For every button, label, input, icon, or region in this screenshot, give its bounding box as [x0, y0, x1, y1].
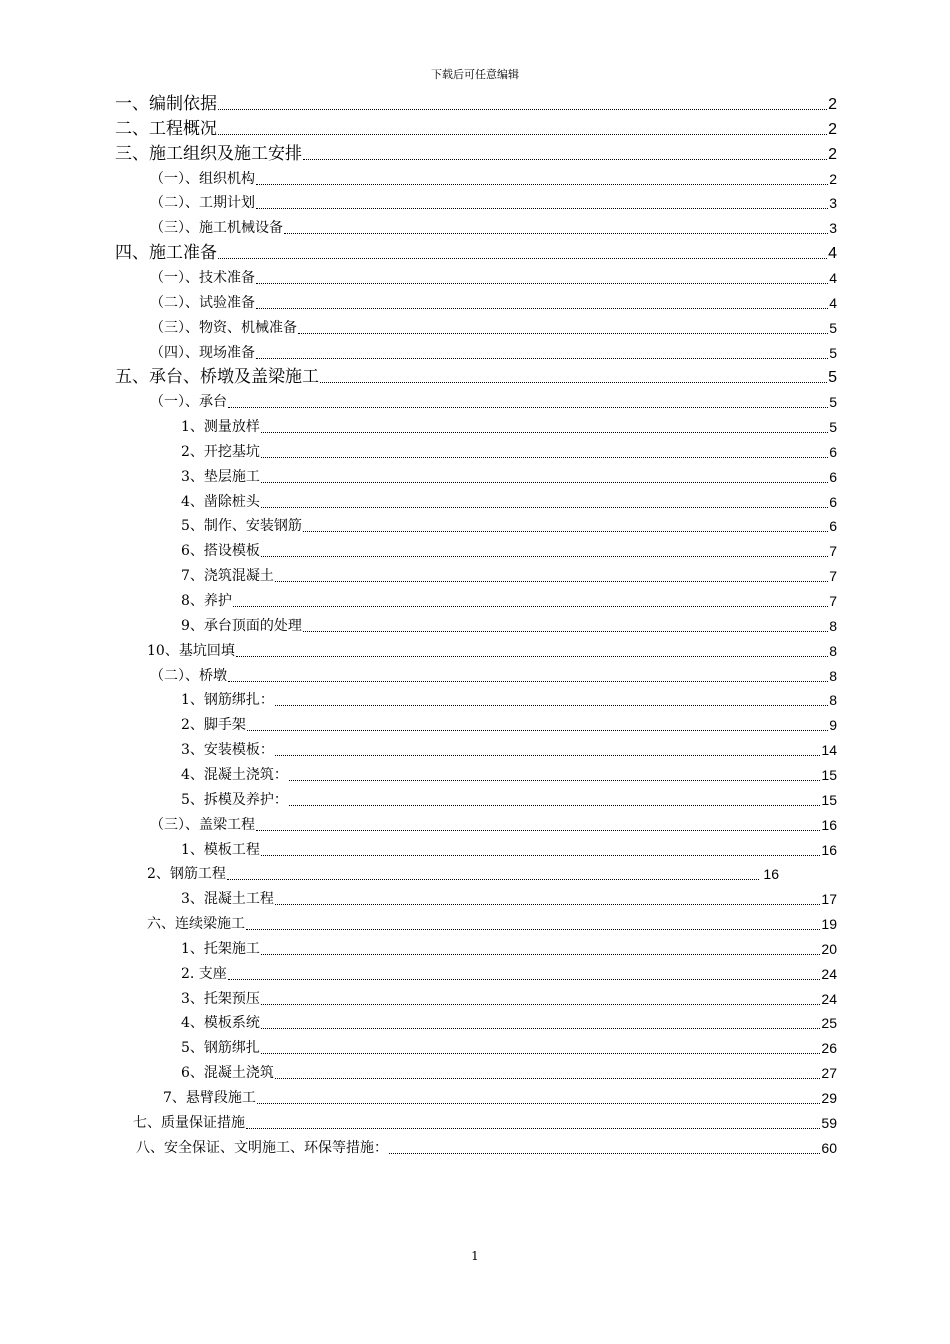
toc-entry-page: 6 [829, 468, 837, 485]
dot-leader [261, 1027, 821, 1029]
toc-entry-title: （三）、盖梁工程 [150, 816, 255, 833]
dot-leader [261, 456, 828, 458]
toc-entry[interactable] [181, 415, 837, 440]
toc-entry-title: 10、基坑回填 [147, 642, 235, 659]
toc-entry[interactable] [150, 266, 837, 291]
toc-entry-page: 27 [821, 1065, 837, 1082]
dot-leader [228, 680, 828, 682]
dot-leader [236, 655, 828, 657]
toc-entry-page: 17 [821, 891, 837, 908]
toc-entry[interactable] [181, 838, 837, 863]
toc-entry[interactable] [181, 937, 837, 962]
toc-entry-title: 5、钢筋绑扎 [181, 1040, 260, 1057]
toc-entry-title: 2、开挖基坑 [181, 443, 260, 460]
toc-entry-title: 2、脚手架 [181, 717, 246, 734]
toc-entry-title: （一）、组织机构 [150, 170, 255, 187]
toc-entry-title: 6、混凝土浇筑 [181, 1065, 274, 1082]
dot-leader [228, 978, 821, 980]
toc-entry[interactable] [115, 365, 837, 390]
toc-entry-page: 29 [821, 1090, 837, 1106]
toc-entry-title: （一）、技术准备 [150, 269, 255, 286]
toc-entry-page: 3 [829, 220, 837, 237]
toc-entry-page: 16 [821, 816, 837, 833]
toc-entry[interactable] [147, 862, 779, 887]
toc-entry-title: （四）、现场准备 [150, 344, 255, 361]
dot-leader [257, 1102, 821, 1104]
toc-entry[interactable] [115, 117, 837, 142]
dot-leader [303, 530, 828, 532]
toc-entry-title: 3、垫层施工 [181, 468, 260, 485]
toc-entry[interactable] [181, 440, 837, 465]
toc-entry-page: 8 [829, 617, 837, 634]
toc-entry-title: 八、安全保证、文明施工、环保等措施： [136, 1139, 388, 1156]
dot-leader [256, 307, 828, 309]
toc-entry[interactable] [181, 564, 837, 589]
toc-entry-title: （二）、工期计划 [150, 195, 255, 212]
dot-leader [289, 804, 821, 806]
toc-entry-page: 20 [821, 940, 837, 957]
toc-entry-title: 7、浇筑混凝土 [181, 568, 274, 585]
toc-entry-title: 4、凿除桩头 [181, 493, 260, 510]
toc-entry-title: 4、混凝土浇筑： [181, 766, 288, 783]
toc-entry-page: 14 [821, 742, 837, 759]
toc-entry-title: 1、托架施工 [181, 940, 260, 957]
toc-entry[interactable] [150, 813, 837, 838]
toc-entry-page: 5 [829, 394, 837, 411]
toc-entry-page: 6 [829, 493, 837, 510]
toc-entry-page: 6 [829, 443, 837, 460]
dot-leader [275, 1077, 821, 1079]
page-header: 下载后可任意编辑 [431, 68, 519, 81]
dot-leader [228, 406, 828, 408]
toc-entry-page: 2 [828, 145, 837, 163]
toc-entry-page: 24 [821, 965, 837, 982]
dot-leader [261, 953, 821, 955]
toc-entry-page: 5 [828, 369, 837, 387]
toc-entry-title: 9、承台顶面的处理 [181, 617, 302, 634]
dot-leader [218, 133, 827, 135]
toc-entry-title: 3、安装模板： [181, 742, 274, 759]
toc-entry-title: （二）、桥墩 [150, 667, 227, 684]
toc-entry-page: 2 [828, 96, 837, 113]
toc-entry[interactable] [181, 713, 837, 738]
toc-entry-title: 3、托架预压 [181, 990, 260, 1007]
toc-entry-title: 5、制作、安装钢筋 [181, 518, 302, 535]
toc-entry[interactable] [181, 589, 837, 614]
toc-entry-page: 5 [829, 419, 837, 436]
toc-entry[interactable] [147, 912, 837, 937]
toc-entry[interactable] [181, 490, 837, 515]
dot-leader [289, 779, 821, 781]
toc-entry-page: 4 [828, 245, 837, 263]
dot-leader [303, 158, 827, 160]
dot-leader [218, 108, 827, 110]
toc-entry[interactable] [150, 291, 837, 316]
dot-leader [275, 754, 821, 756]
toc-entry-page: 9 [829, 717, 837, 734]
toc-entry-page: 8 [829, 642, 837, 659]
toc-entry-page: 8 [829, 692, 837, 709]
toc-entry-page: 15 [821, 766, 837, 783]
dot-leader [256, 357, 828, 359]
toc-entry[interactable] [150, 341, 837, 366]
toc-entry-title: 8、养护 [181, 593, 232, 609]
toc-entry-title: （三）、物资、机械准备 [150, 319, 297, 336]
toc-entry-title: 1、钢筋绑扎： [181, 692, 274, 709]
toc-entry-page: 24 [821, 990, 837, 1007]
dot-leader [246, 928, 820, 930]
toc-entry[interactable] [115, 92, 837, 117]
toc-entry[interactable] [181, 614, 837, 639]
toc-entry-page: 8 [829, 667, 837, 684]
dot-leader [261, 1052, 821, 1054]
toc-entry[interactable] [181, 1036, 837, 1061]
toc-entry-title: 六、连续梁施工 [147, 916, 245, 933]
dot-leader [389, 1152, 820, 1154]
toc-entry-title: 七、质量保证措施 [133, 1114, 245, 1131]
toc-entry-page: 7 [829, 543, 837, 560]
dot-leader [275, 580, 828, 582]
dot-leader [284, 232, 828, 234]
toc-entry-page: 5 [829, 344, 837, 361]
toc-entry-page: 2 [829, 170, 837, 187]
toc-entry[interactable] [181, 763, 837, 788]
dot-leader [256, 207, 828, 209]
dot-leader [256, 829, 820, 831]
dot-leader [256, 282, 828, 284]
toc-entry-title: （一）、承台 [150, 394, 227, 411]
toc-entry-page: 5 [829, 319, 837, 336]
dot-leader [298, 332, 828, 334]
toc-entry[interactable] [150, 390, 837, 415]
dot-leader [261, 506, 828, 508]
toc-entry-title: 2. 支座 [181, 965, 227, 982]
dot-leader [303, 630, 828, 632]
dot-leader [320, 381, 827, 383]
dot-leader [233, 605, 828, 607]
toc-entry[interactable] [181, 887, 837, 912]
toc-entry-page: 16 [821, 841, 837, 858]
toc-entry-title: 2、钢筋工程 [147, 866, 226, 883]
toc-entry[interactable] [133, 1111, 837, 1136]
toc-entry[interactable] [136, 1136, 837, 1161]
dot-leader [247, 729, 828, 731]
toc-entry-title: 3、混凝土工程 [181, 891, 274, 908]
toc-entry-title: 7、悬臂段施工 [163, 1090, 256, 1106]
toc-entry[interactable] [147, 639, 837, 664]
dot-leader [256, 183, 828, 185]
toc-entry-page: 59 [821, 1114, 837, 1131]
toc-entry[interactable] [181, 987, 837, 1012]
toc-entry[interactable] [181, 514, 837, 539]
dot-leader [227, 878, 759, 880]
toc-entry[interactable] [181, 788, 837, 813]
toc-entry-title: 1、测量放样 [181, 419, 260, 436]
toc-entry-page: 19 [821, 916, 837, 933]
toc-entry[interactable] [115, 142, 837, 167]
toc-entry-page: 60 [821, 1139, 837, 1156]
toc-entry-page: 4 [829, 269, 837, 286]
toc-entry-title: 四、施工准备 [115, 243, 217, 264]
dot-leader [246, 1127, 820, 1129]
toc-entry-title: （三）、施工机械设备 [150, 220, 283, 237]
toc-entry[interactable] [181, 962, 837, 987]
dot-leader [218, 257, 827, 259]
toc-entry[interactable] [150, 216, 837, 241]
toc-entry[interactable] [181, 1011, 837, 1036]
dot-leader [261, 481, 828, 483]
toc-entry-title: 6、搭设模板 [181, 543, 260, 560]
toc-entry-title: 5、拆模及养护： [181, 791, 288, 808]
toc-entry[interactable] [181, 1061, 837, 1086]
toc-entry[interactable] [163, 1086, 837, 1111]
toc-entry[interactable] [150, 167, 837, 192]
dot-leader [275, 704, 828, 706]
toc-entry-page: 3 [829, 195, 837, 212]
dot-leader [261, 431, 828, 433]
toc-entry-page: 15 [821, 791, 837, 808]
toc-entry-title: （二）、试验准备 [150, 294, 255, 311]
dot-leader [261, 1003, 821, 1005]
toc-entry-page: 26 [821, 1040, 837, 1057]
dot-leader [261, 555, 828, 557]
toc-entry-page: 7 [829, 593, 837, 609]
toc-entry-page: 2 [828, 120, 837, 138]
toc-entry-page: 4 [829, 294, 837, 311]
toc-entry-page: 7 [829, 568, 837, 585]
toc-entry[interactable] [181, 465, 837, 490]
toc-entry[interactable] [150, 664, 837, 689]
toc-entry-title: 二、工程概况 [115, 118, 217, 139]
toc-entry-title: 五、承台、桥墩及盖梁施工 [115, 367, 319, 388]
dot-leader [275, 903, 821, 905]
toc-entry-title: 4、模板系统 [181, 1015, 260, 1032]
toc-entry-page: 16 [759, 866, 779, 883]
toc-entry[interactable] [181, 539, 837, 564]
toc-entry-title: 三、施工组织及施工安排 [115, 143, 302, 164]
toc-entry[interactable] [181, 688, 837, 713]
toc-entry[interactable] [150, 191, 837, 216]
toc-entry-page: 6 [829, 518, 837, 535]
dot-leader [261, 854, 821, 856]
toc-entry-page: 25 [821, 1015, 837, 1032]
toc-entry[interactable] [115, 241, 837, 266]
toc-entry-title: 1、模板工程 [181, 841, 260, 858]
page-number: 1 [471, 1249, 479, 1263]
toc-entry[interactable] [181, 738, 837, 763]
toc-entry[interactable] [150, 316, 837, 341]
toc-entry-title: 一、编制依据 [115, 94, 217, 114]
